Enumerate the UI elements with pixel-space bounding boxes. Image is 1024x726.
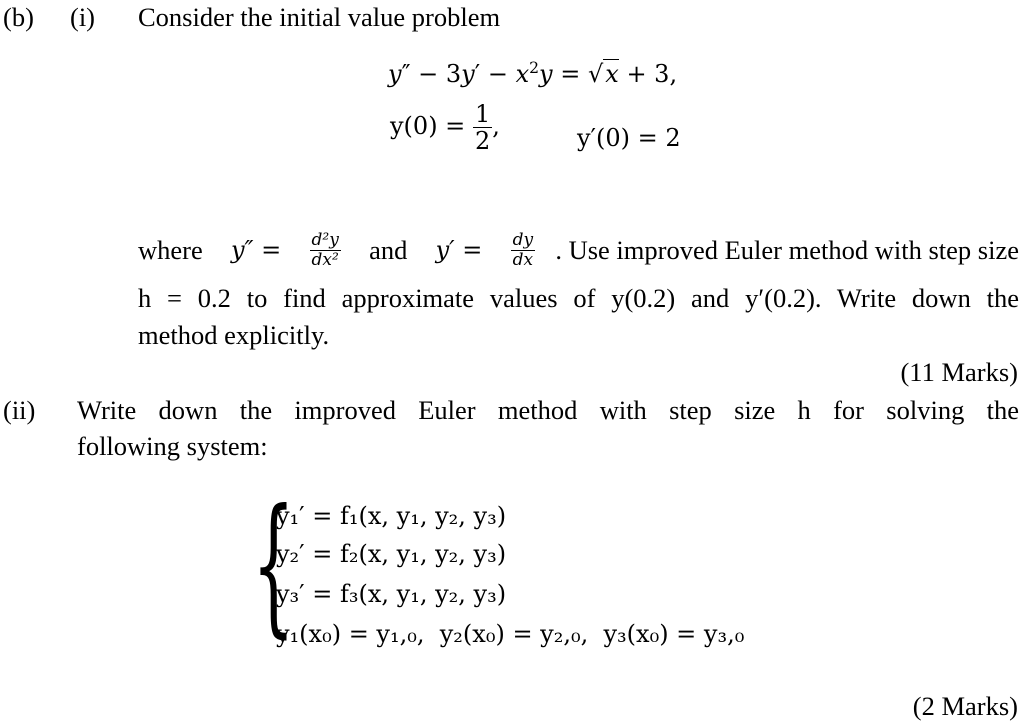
sub-ii-label: (ii) (3, 395, 36, 425)
where-line: where y″ = $\frac{\text{d²y}}{\text{dx²}}$ and y′ = $\frac{dy}{dx}$ . Use improved Euler method with step size (138, 229, 1019, 270)
ypp-denominator: dx² (310, 250, 341, 269)
ode-equation: $y'' - 3y' - x^2y = √x + 3$, (388, 59, 678, 88)
part-b-label: (b) (3, 2, 34, 32)
sub-ii-line1: Write down the improved Euler method with step size h for solving the (77, 395, 1019, 425)
sub-i-label: (i) (70, 2, 96, 32)
system-eq2: y₂′ = f₂(x, y₁, y₂, y₃) (276, 540, 507, 568)
ic-yprime: y′(0) = 2 (577, 124, 681, 152)
intro-text: Consider the initial value problem (138, 2, 501, 32)
sub-ii-line2: following system: (77, 431, 268, 461)
ypp-numerator: d²y (311, 229, 339, 250)
method-explicit-line: method explicitly. (138, 320, 330, 350)
yp-numerator: dy (512, 229, 534, 250)
ic-y-denominator: 2 (474, 127, 491, 155)
marks-i: (11 Marks) (900, 357, 1018, 387)
marks-ii: (2 Marks) (912, 691, 1018, 721)
step-size-line: h = 0.2 to find approximate values of y(0.2) and y′(0.2). Write down the (138, 283, 1019, 313)
system-eq3: y₃′ = f₃(x, y₁, y₂, y₃) (276, 580, 507, 608)
ic-y-numerator: 1 (474, 100, 491, 128)
yp-denominator: dx (511, 250, 536, 269)
ic-y: y(0) = $\frac{1}{2}$ , (390, 100, 500, 155)
system-eq1: y₁′ = f₁(x, y₁, y₂, y₃) (276, 502, 507, 530)
left-brace: { (252, 478, 295, 652)
system-eq4: y₁(x₀) = y₁,₀, y₂(x₀) = y₂,₀, y₃(x₀) = y₃,₀ (276, 620, 745, 648)
